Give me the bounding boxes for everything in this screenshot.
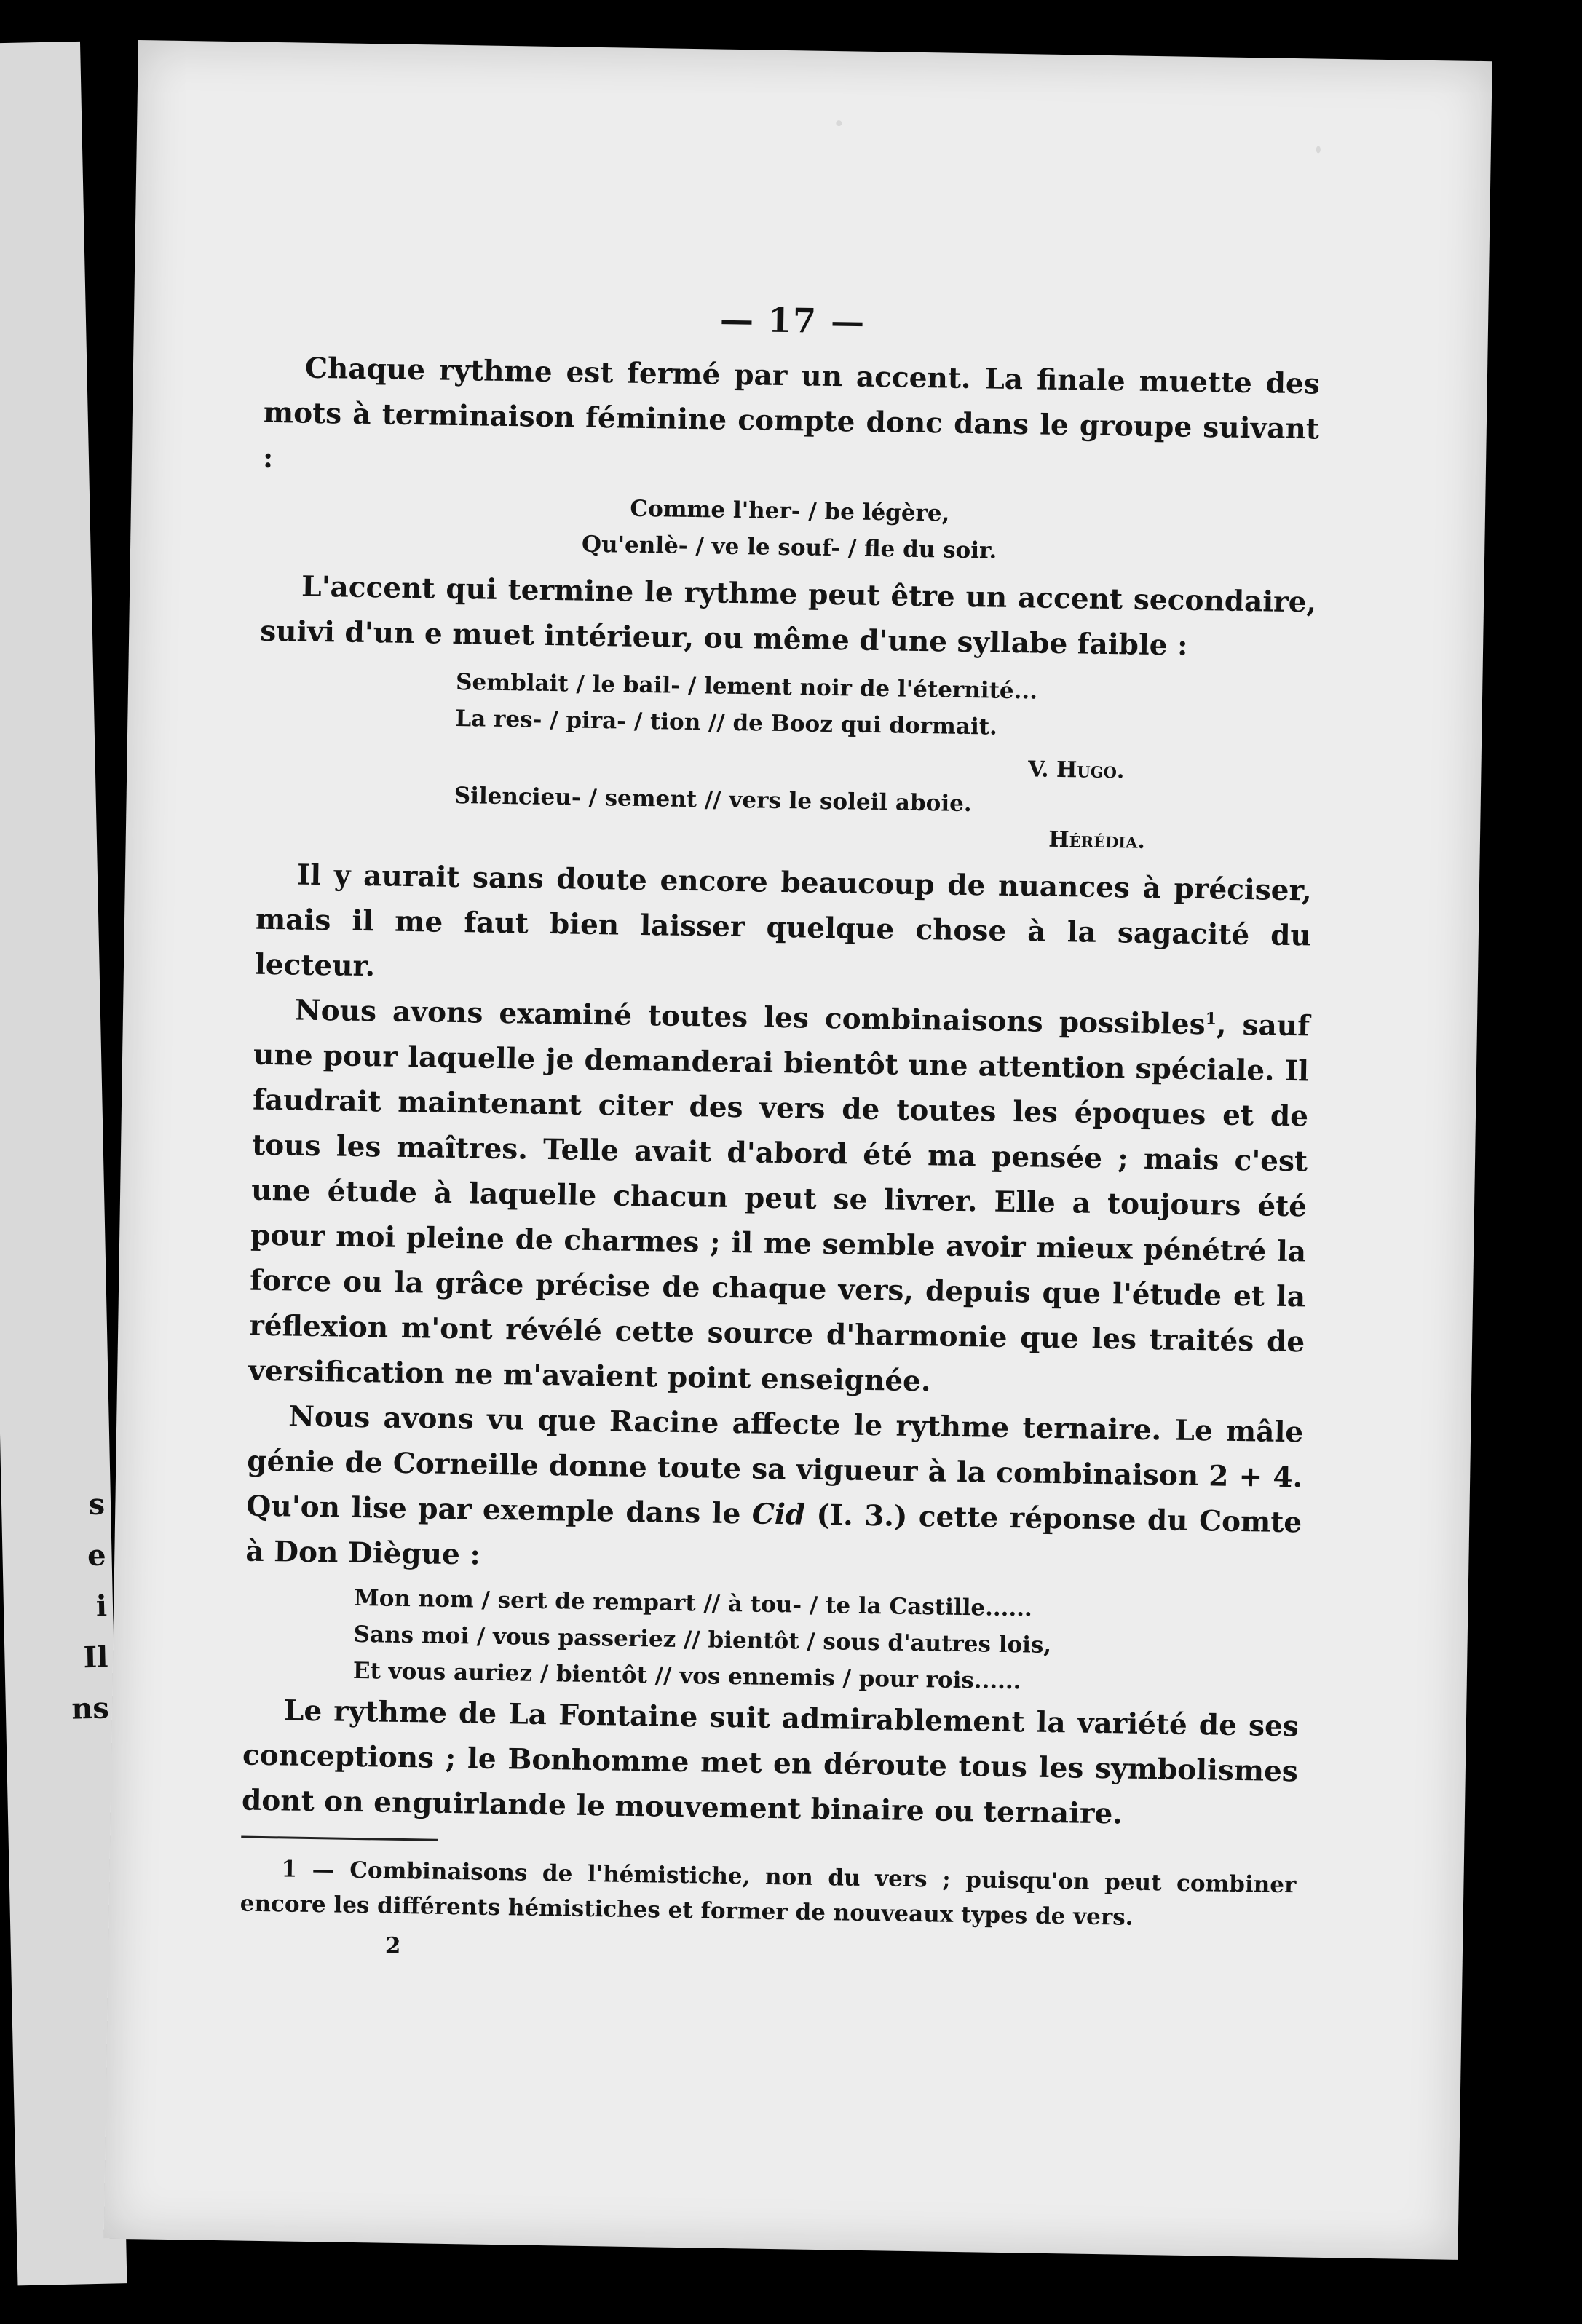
paragraph: Chaque rythme est fermé par un accent. La finale muette des mots à terminaison féminine compte donc dans le groupe suivant :	[262, 351, 1321, 475]
signature-mark: 2	[384, 1932, 401, 1959]
paragraph-text: (I. 3.) cette réponse du Comte à Don Diègue :	[245, 1498, 1302, 1572]
paragraph: Il y aurait sans doute encore beaucoup de nuances à préciser, mais il me faut bien laisser quelque chose à la sagacité du lecteur.	[254, 858, 1313, 984]
paper-speck	[1316, 146, 1321, 153]
verse-line: Mon nom / sert de rempart // à tou- / te la Castille......	[354, 1584, 1033, 1622]
paper-speck	[836, 120, 842, 126]
page-content	[239, 290, 1321, 1983]
paragraph: L'accent qui termine le rythme peut être un accent secondaire, suivi d'un e muet intérieur, ou même d'une syllabe faible :	[259, 569, 1317, 663]
quote-attribution: V. Hugo.	[1027, 756, 1125, 784]
verse-line: Silencieu- / sement // vers le soleil aboie.	[454, 782, 972, 818]
page-number: — 17 —	[719, 299, 866, 341]
paragraph-text: , sauf une pour laquelle je demanderai bientôt une attention spéciale. Il faudrait maintenant citer des vers de toutes les époques et de tous les maîtres. Telle avait d'abord été ma pensée ; mais c'est une étude à laquelle chacun peut se livrer. Elle a toujours été pour moi pleine de charmes ; il me semble avoir mieux pénétré la force ou la grâce précise de chaque vers, depuis que l'étude et la réflexion m'ont révélé cette source d'harmonie que les traités de versification ne m'avaient point enseignée.	[248, 1008, 1310, 1399]
verse-line: La res- / pira- / tion // de Booz qui dormait.	[455, 705, 998, 740]
verse-quote	[261, 485, 1318, 574]
paragraph	[245, 1394, 1304, 1591]
prev-page-fragment: ns	[71, 1691, 110, 1726]
paragraph-text: Nous avons vu que Racine affecte le rythme ternaire. Le mâle génie de Corneille donne toute sa vigueur à la combinaison 2 + 4. Qu'on lise par exemple dans le	[246, 1399, 1304, 1531]
prev-page-fragment: s	[88, 1487, 106, 1522]
verse-line: Qu'enlè- / ve le souf- / fle du soir.	[581, 531, 997, 564]
verse-quote	[258, 661, 1315, 751]
prev-page-fragment: e	[87, 1538, 107, 1573]
verse-line: Et vous auriez / bientôt // vos ennemis / pour rois......	[352, 1657, 1021, 1695]
verse-quote	[243, 1578, 1300, 1704]
footnote-reference: 1	[1205, 1009, 1217, 1029]
verse-line: Sans moi / vous passeriez // bientôt / sous d'autres lois,	[353, 1621, 1052, 1659]
quote-attribution: Hérédia.	[1048, 826, 1146, 854]
verse-line: Semblait / le bail- / lement noir de l'éternité...	[455, 668, 1038, 705]
paragraph	[248, 987, 1310, 1410]
paragraph: Le rythme de La Fontaine suit admirablement la variété de ses conceptions ; le Bonhomme met en déroute tous les symbolismes dont on enguirlande le mouvement binaire ou ternaire.	[241, 1693, 1300, 1831]
book-page	[104, 40, 1492, 2260]
footnote: 1 — Combinaisons de l'hémistiche, non du vers ; puisqu'on peut combiner encore les différents hémistiches et former de nouveaux types de vers.	[240, 1856, 1297, 1931]
footnote-rule	[241, 1836, 438, 1841]
paragraph-text: Nous avons examiné toutes les combinaisons possibles	[294, 993, 1206, 1042]
work-title: Cid	[751, 1497, 806, 1532]
verse-line: Comme l'her- / be légère,	[630, 495, 950, 527]
prev-page-fragment: i	[95, 1589, 108, 1624]
prev-page-fragment: Il	[83, 1640, 108, 1675]
